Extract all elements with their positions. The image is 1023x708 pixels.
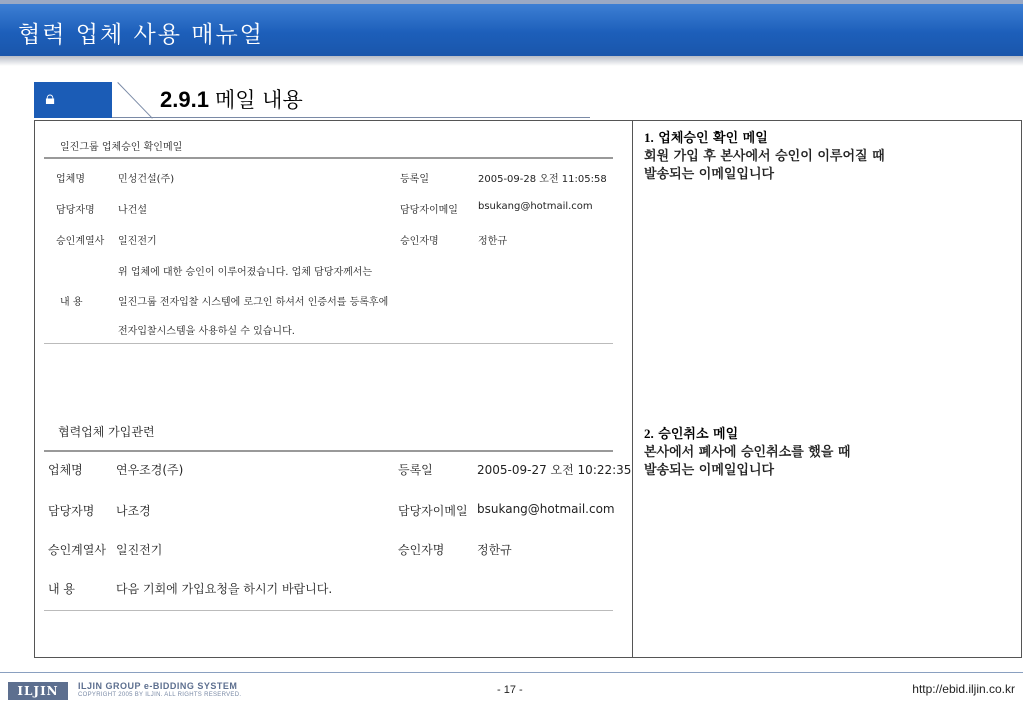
- mail2-label-email: 담당자이메일: [398, 504, 468, 518]
- note-number: 2.: [644, 426, 654, 441]
- mail1-content-line: 위 업체에 대한 승인이 이루어졌습니다. 업체 담당자께서는: [118, 267, 373, 278]
- note-number: 1.: [644, 130, 654, 145]
- mail1-content-label: 내 용: [60, 297, 83, 308]
- mail2-bottom-rule: [44, 610, 613, 611]
- mail1-content-line: 일진그룹 전자입찰 시스템에 로그인 하셔서 인증서를 등록후에: [118, 297, 389, 308]
- mail1-value-date: 2005-09-28 오전 11:05:58: [478, 174, 607, 185]
- footer-company: ILJIN GROUP e-BIDDING SYSTEM: [78, 681, 238, 691]
- mail1-label-manager: 담당자명: [56, 205, 95, 216]
- note-line: 발송되는 이메일입니다: [644, 463, 775, 478]
- mail1-label-approver: 승인자명: [400, 236, 439, 247]
- section-icon-block: [34, 82, 112, 118]
- section-underline: [112, 117, 590, 118]
- footer-url[interactable]: http://ebid.iljin.co.kr: [912, 682, 1015, 696]
- mail2-top-rule: [44, 450, 613, 452]
- note-line: 회원 가입 후 본사에서 승인이 이루어질 때: [644, 149, 885, 164]
- header-banner: [0, 4, 1023, 56]
- note-approval: [644, 129, 885, 184]
- mail2-content-label: 내 용: [48, 582, 75, 596]
- mail2-label-date: 등록일: [398, 463, 433, 477]
- mail1-label-email: 담당자이메일: [400, 205, 458, 216]
- mail2-label-approver: 승인자명: [398, 543, 445, 557]
- mail1-value-approver: 정한규: [478, 236, 507, 247]
- lock-icon: 🔒︎: [45, 88, 55, 109]
- section-number: 2.9.1: [160, 87, 209, 112]
- mail1-value-email: bsukang@hotmail.com: [478, 201, 593, 212]
- mail1-top-rule: [44, 157, 613, 159]
- mail2-content-line: 다음 기회에 가입요청을 하시기 바랍니다.: [116, 582, 333, 596]
- mail2-label-company: 업체명: [48, 463, 83, 477]
- mail2-label-manager: 담당자명: [48, 504, 95, 518]
- panel-divider: [632, 120, 633, 658]
- mail2-label-affiliate: 승인계열사: [48, 543, 106, 557]
- footer-rule: [0, 672, 1023, 673]
- mail2-value-manager: 나조경: [116, 504, 151, 518]
- banner-title: 협력 업체 사용 매뉴얼: [18, 22, 264, 48]
- mail1-value-affiliate: 일진전기: [118, 236, 157, 247]
- mail1-bottom-rule: [44, 343, 613, 344]
- mail1-label-company: 업체명: [56, 174, 85, 185]
- mail1-content-line: 전자입찰시스템을 사용하실 수 있습니다.: [118, 326, 295, 337]
- mail1-caption: 일진그룹 업체승인 확인메일: [60, 142, 183, 153]
- mail2-value-company: 연우조경(주): [116, 463, 184, 477]
- company-logo: ILJIN: [8, 682, 68, 700]
- mail1-value-company: 민성건설(주): [118, 174, 175, 185]
- mail2-value-approver: 정한규: [477, 543, 512, 557]
- note-line: 본사에서 폐사에 승인취소를 했을 때: [644, 445, 851, 460]
- note-title: 승인취소 메일: [658, 427, 739, 442]
- note-line: 발송되는 이메일입니다: [644, 167, 775, 182]
- section-diagonal: [117, 82, 152, 119]
- mail1-value-manager: 나건설: [118, 205, 147, 216]
- section-title: [160, 84, 303, 114]
- mail2-caption: 협력업체 가입관련: [58, 425, 155, 439]
- mail1-label-date: 등록일: [400, 174, 429, 185]
- section-title-text: 메일 내용: [214, 88, 303, 112]
- footer-copyright: COPYRIGHT 2005 BY ILJIN. ALL RIGHTS RESERVED.: [78, 692, 242, 698]
- mail2-value-date: 2005-09-27 오전 10:22:35: [477, 463, 632, 477]
- banner-shadow: [0, 56, 1023, 66]
- mail2-value-email: bsukang@hotmail.com: [477, 502, 615, 516]
- page-number: - 17 -: [497, 684, 523, 696]
- note-cancellation: [644, 425, 850, 480]
- mail2-value-affiliate: 일진전기: [116, 543, 163, 557]
- note-title: 업체승인 확인 메일: [658, 131, 768, 146]
- mail1-label-affiliate: 승인계열사: [56, 236, 105, 247]
